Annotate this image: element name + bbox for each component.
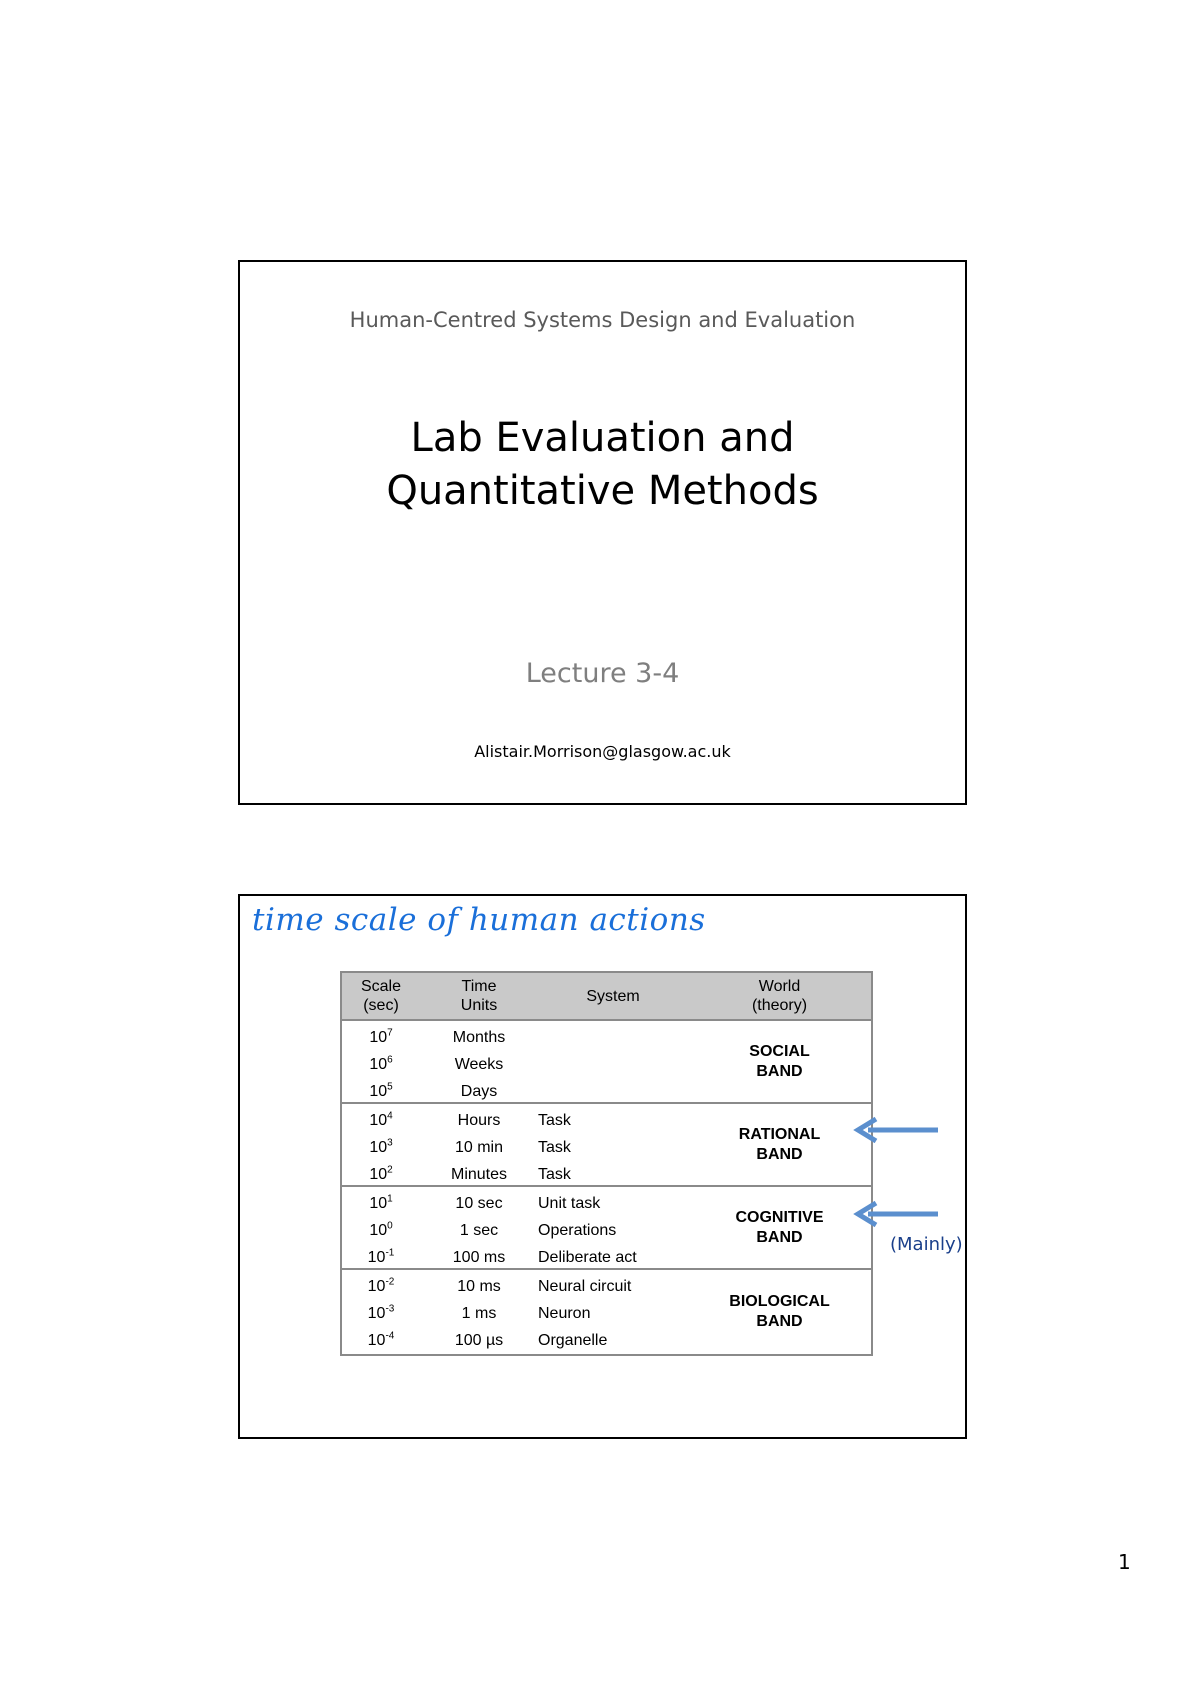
handwritten-title: time scale of human actions	[252, 902, 706, 938]
time-unit-cell: Weeks	[454, 1055, 504, 1073]
title-line-2: Quantitative Methods	[386, 468, 819, 514]
time-unit-cell: 1 sec	[459, 1221, 499, 1239]
header-time-units: Time Units	[460, 978, 498, 1014]
arrow-rational-icon	[850, 1116, 940, 1144]
title-line-1: Lab Evaluation and	[410, 415, 795, 461]
header-system: System	[586, 987, 640, 1005]
page-number: 1	[1118, 1550, 1131, 1574]
time-unit-cell: 10 sec	[455, 1194, 503, 1212]
system-cell: Deliberate act	[538, 1248, 637, 1266]
time-unit-cell: Months	[452, 1028, 506, 1046]
time-unit-cell: Minutes	[450, 1165, 508, 1183]
table-row	[342, 1273, 688, 1300]
lecture-title	[240, 412, 965, 518]
arrow-cognitive-icon	[850, 1200, 940, 1228]
table-row	[342, 1134, 688, 1161]
lecture-number: Lecture 3-4	[525, 658, 680, 689]
scale-cell: $10^7$	[369, 1027, 393, 1046]
scale-cell: $10^4$	[369, 1110, 393, 1129]
course-name: Human-Centred Systems Design and Evaluation	[349, 308, 856, 332]
band-name: RATIONAL BAND	[738, 1125, 821, 1163]
system-cell: Neural circuit	[538, 1277, 632, 1295]
table-band	[342, 1187, 871, 1270]
time-scale-table	[340, 971, 873, 1356]
table-band	[342, 1270, 871, 1354]
scale-cell: $10^1$	[369, 1193, 393, 1212]
header-scale: Scale (sec)	[360, 978, 402, 1014]
scale-cell: $10^6$	[369, 1054, 393, 1073]
band-name: SOCIAL BAND	[749, 1042, 810, 1080]
scale-cell: $10^{-1}$	[367, 1247, 395, 1266]
band-name: BIOLOGICAL BAND	[729, 1293, 830, 1330]
table-row	[342, 1161, 688, 1188]
table-row	[342, 1024, 688, 1051]
table-row	[342, 1300, 688, 1327]
scale-cell: $10^5$	[369, 1081, 393, 1100]
time-unit-cell: 1 ms	[461, 1304, 497, 1322]
scale-cell: $10^2$	[369, 1164, 393, 1183]
time-unit-cell: Days	[460, 1082, 498, 1100]
time-unit-cell: 10 min	[454, 1138, 504, 1156]
table-band	[342, 1104, 871, 1187]
table-row	[342, 1244, 688, 1271]
table-band	[342, 1021, 871, 1104]
system-cell: Neuron	[538, 1304, 591, 1322]
time-unit-cell: 100 ms	[452, 1248, 506, 1266]
scale-cell: $10^{-4}$	[367, 1330, 395, 1349]
slide-title	[238, 260, 967, 805]
table-row	[342, 1078, 688, 1105]
time-unit-cell: Hours	[457, 1111, 501, 1129]
time-unit-cell: 10 ms	[457, 1277, 501, 1295]
system-cell: Task	[538, 1111, 571, 1129]
table-row	[342, 1107, 688, 1134]
table-row	[342, 1190, 688, 1217]
table-row	[342, 1217, 688, 1244]
band-name: COGNITIVE BAND	[735, 1208, 824, 1246]
system-cell: Unit task	[538, 1194, 601, 1212]
slide-time-scale	[238, 894, 967, 1439]
system-cell: Organelle	[538, 1331, 608, 1349]
system-cell: Task	[538, 1165, 571, 1183]
scale-cell: $10^{-2}$	[367, 1276, 395, 1295]
scale-cell: $10^{-3}$	[367, 1303, 395, 1322]
author-email: Alistair.Morrison@glasgow.ac.uk	[474, 742, 731, 761]
table-header	[342, 973, 871, 1021]
handwritten-note: (Mainly)	[890, 1234, 963, 1255]
scale-cell: $10^3$	[369, 1137, 393, 1156]
table-row	[342, 1327, 688, 1354]
header-world: World (theory)	[751, 978, 808, 1014]
system-cell: Operations	[538, 1221, 617, 1239]
scale-cell: $10^0$	[369, 1220, 393, 1239]
table-row	[342, 1051, 688, 1078]
time-unit-cell: 100 µs	[454, 1331, 504, 1349]
system-cell: Task	[538, 1138, 571, 1156]
